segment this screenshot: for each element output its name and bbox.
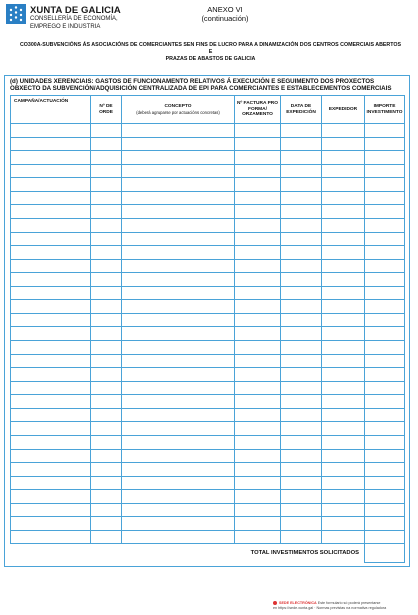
table-cell[interactable] (91, 381, 122, 395)
table-cell[interactable] (322, 449, 365, 463)
table-row (11, 178, 405, 192)
sede-icon (273, 601, 277, 605)
table-cell[interactable] (235, 178, 281, 192)
table-cell[interactable] (11, 124, 91, 138)
table-cell[interactable] (365, 205, 405, 219)
table-cell[interactable] (91, 137, 122, 151)
column-header-issuer: EXPEDIDOR (322, 96, 365, 124)
org-title: XUNTA DE GALICIA (30, 5, 121, 16)
table-cell[interactable] (11, 164, 91, 178)
table-cell[interactable] (322, 300, 365, 314)
table-cell[interactable] (281, 354, 322, 368)
table-cell[interactable] (235, 435, 281, 449)
table-cell[interactable] (281, 313, 322, 327)
table-cell[interactable] (122, 205, 235, 219)
table-cell[interactable] (91, 178, 122, 192)
footer-note (273, 601, 413, 610)
table-row (11, 408, 405, 422)
table-row (11, 449, 405, 463)
table-cell[interactable] (235, 381, 281, 395)
table-cell[interactable] (235, 191, 281, 205)
table-row (11, 300, 405, 314)
table-cell[interactable] (322, 490, 365, 504)
table-cell[interactable] (281, 232, 322, 246)
table-row (11, 422, 405, 436)
table-cell[interactable] (322, 124, 365, 138)
table-cell[interactable] (322, 395, 365, 409)
table-cell[interactable] (365, 463, 405, 477)
table-cell[interactable] (91, 300, 122, 314)
table-cell[interactable] (281, 422, 322, 436)
table-cell[interactable] (91, 449, 122, 463)
table-cell[interactable] (122, 368, 235, 382)
table-cell[interactable] (365, 313, 405, 327)
footer-line2: en https://sede.xunta.gal · Normas previstas na normativa reguladora (273, 605, 387, 610)
table-cell[interactable] (235, 246, 281, 260)
table-cell[interactable] (122, 327, 235, 341)
table-cell[interactable] (11, 137, 91, 151)
table-row (11, 232, 405, 246)
table-row (11, 530, 405, 544)
table-cell[interactable] (122, 503, 235, 517)
table-cell[interactable] (235, 151, 281, 165)
total-amount-cell[interactable] (365, 544, 405, 563)
table-cell[interactable] (91, 341, 122, 355)
table-cell[interactable] (365, 395, 405, 409)
table-cell[interactable] (235, 530, 281, 544)
annex-title: ANEXO VI (207, 5, 243, 14)
table-cell[interactable] (11, 246, 91, 260)
annex-block (191, 5, 259, 23)
table-row (11, 124, 405, 138)
table-cell[interactable] (91, 191, 122, 205)
table-cell[interactable] (11, 151, 91, 165)
table-cell[interactable] (365, 422, 405, 436)
table-row (11, 246, 405, 260)
table-cell[interactable] (235, 273, 281, 287)
table-cell[interactable] (91, 435, 122, 449)
table-cell[interactable] (235, 463, 281, 477)
table-cell[interactable] (322, 327, 365, 341)
table-cell[interactable] (365, 137, 405, 151)
table-header-row (11, 96, 405, 124)
table-cell[interactable] (11, 354, 91, 368)
table-cell[interactable] (322, 151, 365, 165)
table-cell[interactable] (91, 490, 122, 504)
table-cell[interactable] (365, 490, 405, 504)
page-header (6, 4, 412, 44)
table-cell[interactable] (365, 124, 405, 138)
table-cell[interactable] (235, 124, 281, 138)
table-row (11, 218, 405, 232)
table-cell[interactable] (11, 368, 91, 382)
table-row (11, 517, 405, 531)
table-cell[interactable] (322, 368, 365, 382)
table-row (11, 205, 405, 219)
table-cell[interactable] (365, 435, 405, 449)
total-row (11, 544, 405, 563)
table-row (11, 490, 405, 504)
table-cell[interactable] (235, 408, 281, 422)
table-row (11, 395, 405, 409)
table-row (11, 286, 405, 300)
footer-line1: Este formulario só poderá presentarse (317, 601, 381, 606)
table-cell[interactable] (91, 530, 122, 544)
table-cell[interactable] (281, 408, 322, 422)
table-cell[interactable] (365, 164, 405, 178)
table-cell[interactable] (322, 435, 365, 449)
table-cell[interactable] (235, 354, 281, 368)
table-cell[interactable] (365, 178, 405, 192)
table-cell[interactable] (235, 286, 281, 300)
table-cell[interactable] (235, 259, 281, 273)
table-cell[interactable] (281, 259, 322, 273)
table-cell[interactable] (322, 164, 365, 178)
table-cell[interactable] (11, 232, 91, 246)
table-cell[interactable] (91, 218, 122, 232)
table-cell[interactable] (365, 530, 405, 544)
table-cell[interactable] (281, 395, 322, 409)
table-cell[interactable] (122, 476, 235, 490)
column-header-campaign: CAMPAÑA/ACTUACIÓN (11, 96, 91, 124)
table-cell[interactable] (365, 476, 405, 490)
table-cell[interactable] (122, 381, 235, 395)
table-row (11, 463, 405, 477)
table-cell[interactable] (281, 517, 322, 531)
table-cell[interactable] (11, 205, 91, 219)
table-cell[interactable] (122, 232, 235, 246)
table-cell[interactable] (91, 246, 122, 260)
table-cell[interactable] (281, 341, 322, 355)
table-cell[interactable] (11, 517, 91, 531)
table-cell[interactable] (91, 395, 122, 409)
column-header-invoice: Nº FACTURA PRO FORMA/ ORZAMENTO (235, 96, 281, 124)
table-cell[interactable] (91, 205, 122, 219)
table-cell[interactable] (281, 286, 322, 300)
total-label: TOTAL INVESTIMENTOS SOLICITADOS (11, 544, 365, 563)
table-cell[interactable] (235, 313, 281, 327)
table-cell[interactable] (11, 503, 91, 517)
table-row (11, 313, 405, 327)
table-cell[interactable] (365, 273, 405, 287)
table-cell[interactable] (91, 476, 122, 490)
table-cell[interactable] (235, 300, 281, 314)
table-row (11, 259, 405, 273)
table-cell[interactable] (122, 124, 235, 138)
table-cell[interactable] (322, 178, 365, 192)
table-cell[interactable] (322, 408, 365, 422)
table-cell[interactable] (122, 191, 235, 205)
table-cell[interactable] (365, 191, 405, 205)
table-cell[interactable] (122, 259, 235, 273)
table-cell[interactable] (122, 300, 235, 314)
table-cell[interactable] (322, 191, 365, 205)
table-cell[interactable] (322, 218, 365, 232)
table-cell[interactable] (91, 517, 122, 531)
table-cell[interactable] (122, 313, 235, 327)
table-cell[interactable] (91, 313, 122, 327)
table-cell[interactable] (11, 259, 91, 273)
table-cell[interactable] (235, 503, 281, 517)
table-cell[interactable] (365, 300, 405, 314)
table-row (11, 327, 405, 341)
table-cell[interactable] (91, 503, 122, 517)
table-cell[interactable] (91, 327, 122, 341)
table-cell[interactable] (122, 449, 235, 463)
table-cell[interactable] (11, 530, 91, 544)
table-cell[interactable] (11, 381, 91, 395)
table-cell[interactable] (322, 259, 365, 273)
table-cell[interactable] (11, 273, 91, 287)
section-title (10, 78, 406, 93)
table-cell[interactable] (122, 354, 235, 368)
table-cell[interactable] (322, 286, 365, 300)
expenses-table (10, 95, 405, 563)
table-cell[interactable] (322, 232, 365, 246)
table-cell[interactable] (365, 259, 405, 273)
table-cell[interactable] (11, 300, 91, 314)
table-cell[interactable] (365, 449, 405, 463)
table-cell[interactable] (11, 408, 91, 422)
table-cell[interactable] (122, 463, 235, 477)
table-cell[interactable] (235, 164, 281, 178)
table-cell[interactable] (365, 381, 405, 395)
table-cell[interactable] (91, 273, 122, 287)
table-row (11, 381, 405, 395)
table-cell[interactable] (122, 246, 235, 260)
table-cell[interactable] (91, 286, 122, 300)
table-cell[interactable] (322, 476, 365, 490)
table-cell[interactable] (365, 368, 405, 382)
procedure-line2: PRAZAS DE ABASTOS DE GALICIA (165, 56, 256, 62)
table-cell[interactable] (322, 137, 365, 151)
table-cell[interactable] (281, 300, 322, 314)
table-cell[interactable] (235, 368, 281, 382)
section-title-line2: OBXECTO DA SUBVENCIÓN/ADQUISICIÓN CENTRALIZADA DE EPI PARA COMERCIANTES E ESTABLECEMENTOS COMERCIAIS (10, 85, 392, 93)
table-row (11, 341, 405, 355)
table-cell[interactable] (281, 530, 322, 544)
table-cell[interactable] (322, 246, 365, 260)
table-cell[interactable] (11, 286, 91, 300)
table-cell[interactable] (122, 395, 235, 409)
table-cell[interactable] (365, 246, 405, 260)
table-cell[interactable] (91, 164, 122, 178)
table-cell[interactable] (91, 151, 122, 165)
table-cell[interactable] (281, 381, 322, 395)
table-row (11, 151, 405, 165)
table-cell[interactable] (122, 530, 235, 544)
table-cell[interactable] (281, 476, 322, 490)
table-cell[interactable] (365, 232, 405, 246)
table-cell[interactable] (322, 381, 365, 395)
table-cell[interactable] (365, 354, 405, 368)
table-cell[interactable] (91, 124, 122, 138)
table-cell[interactable] (11, 341, 91, 355)
table-cell[interactable] (322, 530, 365, 544)
org-line2: EMPREGO E INDUSTRIA (30, 23, 101, 30)
table-cell[interactable] (322, 273, 365, 287)
table-cell[interactable] (11, 463, 91, 477)
table-cell[interactable] (322, 341, 365, 355)
table-cell[interactable] (281, 368, 322, 382)
table-cell[interactable] (91, 408, 122, 422)
table-cell[interactable] (91, 463, 122, 477)
org-line1: CONSELLERÍA DE ECONOMÍA, (30, 16, 118, 22)
table-cell[interactable] (235, 327, 281, 341)
table-cell[interactable] (122, 341, 235, 355)
table-cell[interactable] (281, 503, 322, 517)
table-row (11, 476, 405, 490)
table-cell[interactable] (235, 422, 281, 436)
table-cell[interactable] (281, 178, 322, 192)
section-frame (4, 75, 410, 567)
table-cell[interactable] (235, 490, 281, 504)
table-cell[interactable] (365, 286, 405, 300)
table-cell[interactable] (91, 259, 122, 273)
table-row (11, 368, 405, 382)
table-cell[interactable] (322, 517, 365, 531)
table-cell[interactable] (11, 395, 91, 409)
table-cell[interactable] (11, 327, 91, 341)
table-cell[interactable] (281, 463, 322, 477)
column-header-concept-note: (deberá agruparse por actuacións concretas) (136, 109, 220, 115)
table-cell[interactable] (281, 124, 322, 138)
table-cell[interactable] (235, 517, 281, 531)
table-cell[interactable] (365, 408, 405, 422)
table-cell[interactable] (122, 517, 235, 531)
table-cell[interactable] (365, 327, 405, 341)
table-cell[interactable] (122, 435, 235, 449)
column-header-concept: CONCEPTO (deberá agruparse por actuacións concretas) (122, 96, 235, 124)
table-cell[interactable] (365, 503, 405, 517)
table-cell[interactable] (11, 313, 91, 327)
table-row (11, 191, 405, 205)
table-cell[interactable] (281, 191, 322, 205)
table-cell[interactable] (122, 151, 235, 165)
table-row (11, 503, 405, 517)
table-cell[interactable] (281, 151, 322, 165)
table-cell[interactable] (11, 218, 91, 232)
table-cell[interactable] (235, 232, 281, 246)
table-cell[interactable] (11, 178, 91, 192)
table-cell[interactable] (365, 151, 405, 165)
table-cell[interactable] (235, 449, 281, 463)
table-row (11, 137, 405, 151)
organization-block (30, 5, 121, 31)
table-row (11, 164, 405, 178)
table-cell[interactable] (281, 327, 322, 341)
table-cell[interactable] (122, 408, 235, 422)
table-cell[interactable] (11, 191, 91, 205)
table-cell[interactable] (122, 286, 235, 300)
table-cell[interactable] (122, 218, 235, 232)
section-title-line1: (d) UNIDADES XERENCIAIS: GASTOS DE FUNCIONAMENTO RELATIVOS Á EXECUCIÓN E SEGUIMENTO DOS PROXECTOS (10, 78, 375, 85)
table-row (11, 273, 405, 287)
table-cell[interactable] (281, 435, 322, 449)
table-cell[interactable] (235, 476, 281, 490)
table-cell[interactable] (122, 164, 235, 178)
table-cell[interactable] (11, 422, 91, 436)
procedure-title (18, 42, 403, 63)
table-cell[interactable] (91, 368, 122, 382)
table-cell[interactable] (122, 137, 235, 151)
procedure-line1: CO300A-SUBVENCIÓNS ÁS ASOCIACIÓNS DE COMERCIANTES SEN FINS DE LUCRO PARA A DINAMIZACIÓN DOS CENTROS COMERCIAIS ABERTOS E (19, 42, 402, 55)
table-cell[interactable] (322, 205, 365, 219)
table-cell[interactable] (281, 490, 322, 504)
table-row (11, 354, 405, 368)
table-cell[interactable] (365, 517, 405, 531)
table-cell[interactable] (91, 232, 122, 246)
table-cell[interactable] (11, 449, 91, 463)
table-cell[interactable] (11, 435, 91, 449)
table-cell[interactable] (235, 395, 281, 409)
column-header-issue-date: DATA DE EXPEDICIÓN (281, 96, 322, 124)
table-cell[interactable] (91, 422, 122, 436)
table-cell[interactable] (235, 218, 281, 232)
table-cell[interactable] (281, 137, 322, 151)
table-cell[interactable] (281, 246, 322, 260)
table-cell[interactable] (235, 341, 281, 355)
table-body (11, 124, 405, 563)
table-cell[interactable] (281, 218, 322, 232)
table-cell[interactable] (122, 490, 235, 504)
table-row (11, 435, 405, 449)
table-cell[interactable] (235, 137, 281, 151)
table-cell[interactable] (122, 273, 235, 287)
table-cell[interactable] (11, 476, 91, 490)
column-header-order-number: Nº DE ORDE (91, 96, 122, 124)
table-cell[interactable] (11, 490, 91, 504)
table-cell[interactable] (322, 354, 365, 368)
table-cell[interactable] (122, 422, 235, 436)
table-cell[interactable] (281, 205, 322, 219)
table-cell[interactable] (235, 205, 281, 219)
table-cell[interactable] (322, 463, 365, 477)
xunta-logo-icon (6, 4, 26, 24)
table-cell[interactable] (322, 313, 365, 327)
table-cell[interactable] (122, 178, 235, 192)
table-cell[interactable] (91, 354, 122, 368)
table-cell[interactable] (281, 164, 322, 178)
annex-subtitle: (continuación) (201, 14, 249, 23)
table-cell[interactable] (365, 341, 405, 355)
table-cell[interactable] (365, 218, 405, 232)
table-cell[interactable] (281, 273, 322, 287)
table-cell[interactable] (322, 503, 365, 517)
table-cell[interactable] (322, 422, 365, 436)
column-header-amount: IMPORTE INVESTIMENTO (365, 96, 405, 124)
table-cell[interactable] (281, 449, 322, 463)
footer-brand: SEDE ELECTRÓNICA (279, 601, 317, 606)
